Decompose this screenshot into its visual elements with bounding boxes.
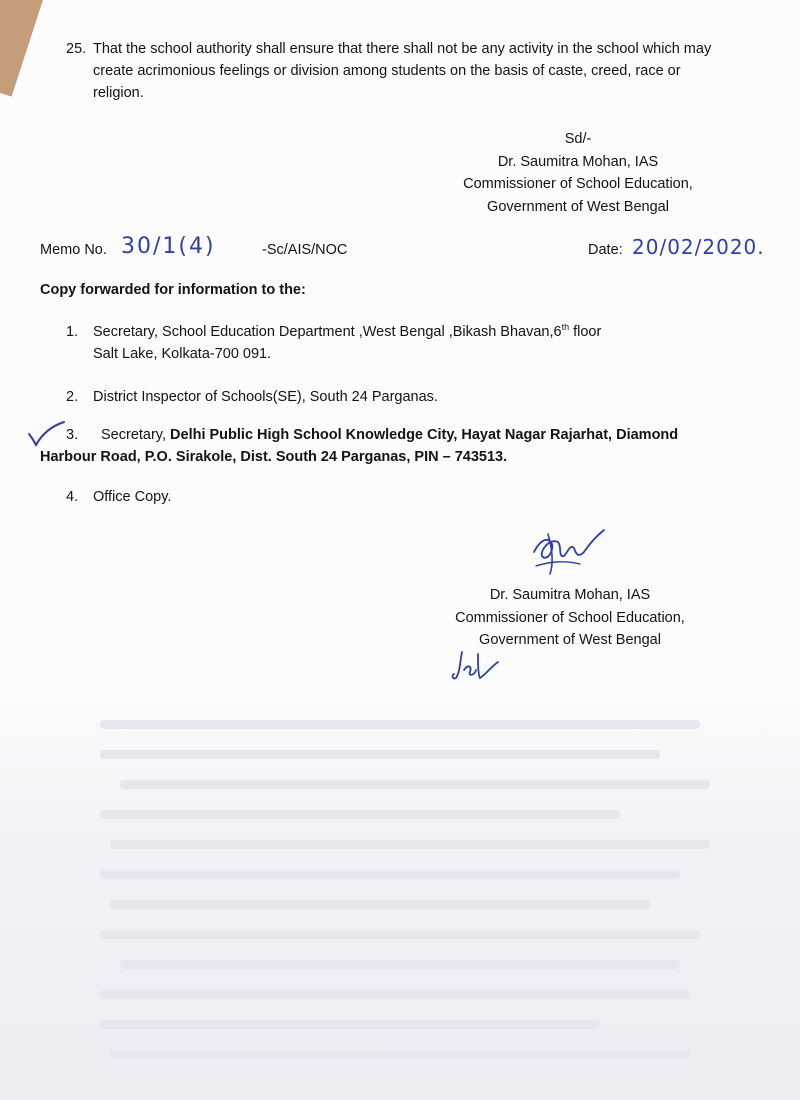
date-handwritten: 20/02/2020. [632,235,765,259]
signatory-designation: Commissioner of School Education, [463,176,693,192]
recipient-number: 1. [66,323,79,340]
signatory-designation: Commissioner of School Education, [455,609,685,626]
signatory-name: Dr. Saumitra Mohan, IAS [489,587,651,603]
recipient-1 [66,316,601,365]
recipient-text-b: floor [569,323,602,340]
recipient-number: 4. [66,489,79,505]
top-signatory-block [448,128,708,218]
signatory-org: Government of West Bengal [487,198,669,215]
date-label: Date: [588,242,623,258]
bottom-signatory-block [440,584,700,652]
recipient-number: 3. [66,427,79,443]
signature-icon [528,522,608,578]
recipient-text: Secretary, School Education Department ,West Bengal ,Bikash Bhavan,6 [93,323,562,340]
clause-25 [66,38,726,104]
recipient-text-line2: Salt Lake, Kolkata-700 091. [93,345,272,362]
memo-line [40,234,765,266]
memo-label: Memo No. [40,242,107,258]
recipient-bold-line1: Delhi Public High School Knowledge City, Hayat Nagar Rajarhat, Diamond [170,427,679,443]
recipient-text: Office Copy. [93,489,172,505]
initials-icon [448,648,500,684]
bleed-through-background [0,680,800,1100]
sd-mark: Sd/- [564,131,592,147]
recipient-2 [66,386,438,408]
clause-text: That the school authority shall ensure that there shall not be any activity in the school which may create acrimonious feelings or division among students on the basis of caste, creed, race or religion. [93,41,712,101]
signatory-name: Dr. Saumitra Mohan, IAS [497,153,659,170]
clause-number: 25. [66,41,87,57]
copy-forwarded-heading: Copy forwarded for information to the: [40,282,306,298]
recipient-sup: th [561,322,570,332]
memo-suffix: -Sc/AIS/NOC [262,242,348,258]
signatory-org: Government of West Bengal [479,632,661,648]
scan-corner-shadow [0,0,46,97]
recipient-4 [66,486,171,508]
recipient-prefix: Secretary, [101,427,171,443]
recipient-bold-line2: Harbour Road, P.O. Sirakole, Dist. South 24 Parganas, PIN – 743513. [40,449,508,465]
memo-handwritten-number: 30/1(4) [121,234,216,259]
recipient-number: 2. [66,389,79,405]
recipient-text: District Inspector of Schools(SE), South 24 Parganas. [93,389,438,405]
recipient-3 [40,424,720,468]
